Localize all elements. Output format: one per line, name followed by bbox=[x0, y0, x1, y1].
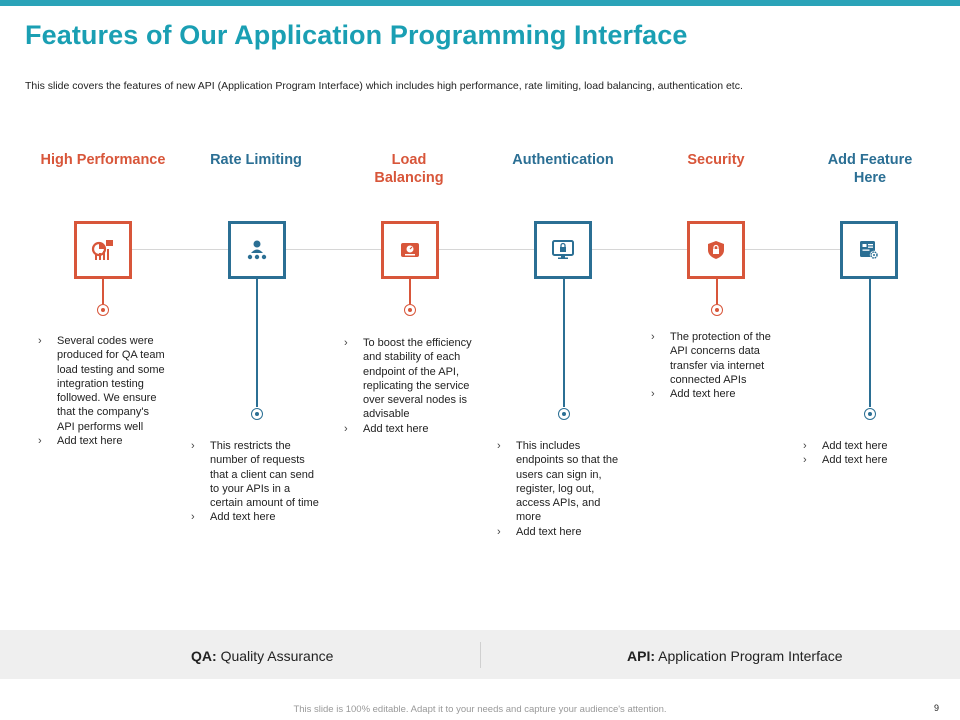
feature-title-rate-limiting bbox=[206, 151, 306, 169]
feature-icon-box-rate-limiting bbox=[228, 221, 286, 279]
feature-title-text: Add Feature Here bbox=[827, 152, 913, 186]
abbreviation-key: QA: bbox=[191, 648, 217, 664]
feature-bullets-add-feature bbox=[802, 439, 932, 468]
feature-title-security bbox=[666, 151, 766, 169]
abbreviation-divider bbox=[480, 642, 481, 668]
monitor-lock-icon bbox=[552, 240, 574, 260]
feature-stem bbox=[716, 277, 718, 304]
bullet-item: › Add text here bbox=[37, 434, 167, 448]
feature-title-text: Security bbox=[687, 152, 745, 168]
feature-stem bbox=[256, 277, 258, 407]
feature-icon-box-security bbox=[687, 221, 745, 279]
feature-stem bbox=[869, 277, 871, 407]
feature-stem bbox=[563, 277, 565, 407]
feature-bullets-rate-limiting bbox=[190, 439, 320, 525]
bullet-item: › Add text here bbox=[343, 422, 473, 436]
users-group-icon bbox=[246, 240, 268, 260]
timeline-dot bbox=[711, 304, 723, 316]
bullet-item: › To boost the efficiency and stability of each endpoint of the API, replicating the service over several nodes is advisable bbox=[343, 336, 473, 422]
feature-icon-box-high-performance bbox=[74, 221, 132, 279]
document-gear-icon bbox=[859, 240, 879, 260]
bullet-item: › Add text here bbox=[190, 510, 320, 524]
feature-title-text: Load Balancing bbox=[374, 152, 444, 186]
bullet-item: › The protection of the API concerns data transfer via internet connected APIs bbox=[650, 330, 780, 387]
feature-title-authentication bbox=[493, 151, 633, 169]
feature-bullets-load-balancing bbox=[343, 336, 473, 436]
bullet-item: › Several codes were produced for QA team load testing and some integration testing followed. We ensure that the company's API performs well bbox=[37, 334, 167, 434]
feature-title-high-performance bbox=[28, 151, 178, 169]
shield-lock-icon bbox=[707, 240, 725, 260]
page-number: 9 bbox=[934, 703, 940, 713]
feature-title-load-balancing bbox=[359, 151, 459, 187]
feature-stem bbox=[409, 277, 411, 304]
feature-title-add-feature bbox=[810, 151, 930, 187]
feature-bullets-security bbox=[650, 330, 780, 401]
feature-stem bbox=[102, 277, 104, 304]
feature-bullets-authentication bbox=[496, 439, 626, 539]
feature-title-text: Authentication bbox=[512, 152, 614, 168]
bullet-item: › Add text here bbox=[802, 453, 932, 467]
feature-title-text: Rate Limiting bbox=[210, 152, 302, 168]
gauge-icon bbox=[400, 241, 420, 259]
abbreviation-value: Quality Assurance bbox=[220, 648, 334, 664]
abbreviation-value: Application Program Interface bbox=[658, 648, 843, 664]
timeline-dot bbox=[558, 408, 570, 420]
footnote: This slide is 100% editable. Adapt it to your needs and capture your audience's attention. bbox=[293, 704, 667, 715]
bullet-item: › This restricts the number of requests that a client can send to your APIs in a certain amount of time bbox=[190, 439, 320, 510]
top-accent-bar bbox=[0, 0, 960, 6]
abbreviation-key: API: bbox=[627, 648, 655, 664]
bullet-item: › Add text here bbox=[802, 439, 932, 453]
feature-bullets-high-performance bbox=[37, 334, 167, 448]
feature-icon-box-authentication bbox=[534, 221, 592, 279]
feature-title-text: High Performance bbox=[40, 152, 166, 168]
feature-icon-box-load-balancing bbox=[381, 221, 439, 279]
timeline-connector bbox=[103, 249, 869, 250]
bullet-item: › Add text here bbox=[496, 525, 626, 539]
timeline-dot bbox=[251, 408, 263, 420]
performance-chart-icon bbox=[91, 239, 115, 261]
page-subtitle: This slide covers the features of new API (Application Program Interface) which includes high performance, rate limiting, load balancing, authentication etc. bbox=[25, 80, 743, 92]
bullet-item: › This includes endpoints so that the users can sign in, register, log out, access APIs, and more bbox=[496, 439, 626, 525]
timeline-dot bbox=[864, 408, 876, 420]
page-title: Features of Our Application Programming Interface bbox=[25, 20, 688, 50]
timeline-dot bbox=[404, 304, 416, 316]
timeline-dot bbox=[97, 304, 109, 316]
bullet-item: › Add text here bbox=[650, 387, 780, 401]
abbreviation-api bbox=[627, 648, 843, 664]
feature-icon-box-add-feature bbox=[840, 221, 898, 279]
abbreviation-qa bbox=[191, 648, 333, 664]
